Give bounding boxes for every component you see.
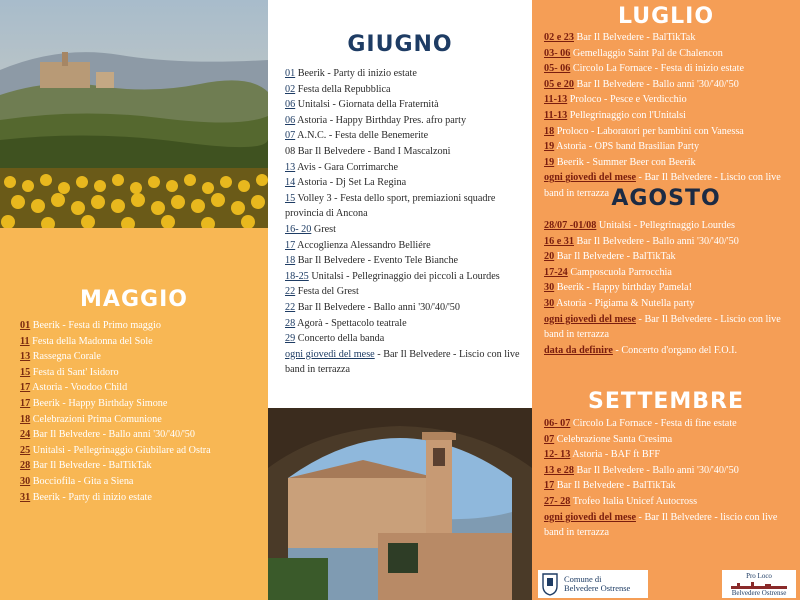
event-item [544,463,796,479]
event-date: 22 [285,286,296,298]
event-date: 11 [20,335,30,347]
event-item [285,144,530,160]
event-description: Astoria - Dj Set La Regina [295,177,407,189]
event-item [544,139,796,155]
event-item [285,113,530,129]
event-date: 03- 06 [544,47,571,59]
event-item [285,160,530,176]
event-item [20,458,265,474]
event-item [544,343,796,359]
event-date: 01 [20,320,31,331]
event-description: Bar Il Belvedere - BalTikTak [30,460,152,472]
event-date: 25 [20,444,31,456]
event-date: 20 [544,251,555,263]
event-item [285,316,530,332]
event-description: - Bar Il Belvedere - Liscio con live band in terrazza [285,348,520,376]
event-item [544,30,796,46]
event-description: - Bar Il Belvedere - Liscio con live band in terrazza [544,313,781,341]
event-item [544,249,796,265]
luglio-heading: LUGLIO [617,4,715,29]
event-description: Concerto della banda [295,333,385,345]
event-item [544,510,796,541]
event-date: 13 [285,161,296,173]
event-item [20,443,265,459]
event-description: A.N.C. - Festa delle Benemerite [295,130,429,142]
event-date: ogni giovedì del mese [544,172,636,184]
event-description: Volley 3 - Festa dello sport, premiazioni squadre provincia di Ancona [285,192,496,220]
settembre-event-list [544,416,796,541]
event-description: Bocciofila - Gita a Siena [30,475,134,487]
event-item [20,474,265,490]
event-date: 13 [20,351,31,363]
event-date: 12- 13 [544,449,571,461]
event-description: Bar Il Belvedere - Ballo anni '30/'40/'50 [30,429,195,441]
event-description: Bar Il Belvedere - Ballo anni '30/'40/'50 [574,78,739,90]
event-date: 13 e 28 [544,464,574,476]
event-description: Bar Il Belvedere - Ballo anni '30/'40/'50 [574,464,739,476]
event-date: 07 [544,433,555,445]
event-date: 28/07 -01/08 [544,220,597,231]
event-item [544,234,796,250]
event-date: 17 [285,239,296,251]
giugno-heading: GIUGNO [347,32,453,57]
event-item [544,124,796,140]
event-date: data da definire [544,344,613,356]
event-description: Bar Il Belvedere - BalTikTak [554,251,676,263]
event-date: 14 [285,177,296,189]
event-date: 15 [285,192,296,204]
event-item [544,447,796,463]
event-date: 19 [544,156,555,168]
agosto-event-list [544,218,796,358]
event-item [285,97,530,113]
event-item [285,331,530,347]
giugno-event-list [285,66,530,378]
event-date: 22 [285,301,296,313]
event-date: 30 [544,282,555,294]
event-description: Rassegna Corale [30,351,101,363]
event-date: 19 [544,141,555,153]
settembre-heading: SETTEMBRE [587,389,745,414]
event-item [20,334,265,350]
maggio-heading: MAGGIO [80,287,188,312]
event-item [285,238,530,254]
luglio-agosto-settembre-column [532,0,800,600]
event-item [20,490,265,506]
event-date: 28 [20,460,31,472]
event-date: 30 [544,297,555,309]
event-item [544,77,796,93]
event-description: Festa del Grest [295,286,359,298]
event-item [20,318,265,334]
event-description: - Concerto d'organo del F.O.I. [612,344,738,356]
event-date: 18 [285,255,296,267]
event-item [544,265,796,281]
luglio-event-list [544,30,796,202]
event-description: Proloco - Pesce e Verdicchio [567,94,687,106]
event-item [20,365,265,381]
event-date: 16- 20 [285,223,312,235]
event-description: Astoria - Happy Birthday Pres. afro party [295,114,467,126]
event-description: Beerik - Happy Birthday Simone [30,397,168,409]
event-description: Agorà - Spettacolo teatrale [295,317,407,329]
event-date: 07 [285,130,296,142]
event-date: 06- 07 [544,418,571,429]
event-description: Bar Il Belvedere - Ballo anni '30/'40/'50 [574,235,739,247]
proloco-name: Belvedere Ostrense [731,589,787,597]
event-date: 27- 28 [544,495,571,507]
event-date: 29 [285,333,296,345]
event-item [20,349,265,365]
event-date: 18 [20,413,31,425]
event-description: Bar Il Belvedere - BalTikTak [554,480,676,492]
event-date: 17 [20,382,31,394]
maggio-column [0,0,268,600]
event-item [544,312,796,343]
event-date: 18 [544,125,555,137]
event-item [285,300,530,316]
event-date: 15 [20,366,31,378]
event-item [544,296,796,312]
event-item [285,175,530,191]
event-date: 28 [285,317,296,329]
event-description: Bar Il Belvedere - BalTikTak [574,32,696,43]
event-item [544,478,796,494]
event-item [544,46,796,62]
maggio-event-list [20,318,265,505]
proloco-logo [722,570,796,598]
event-date: ogni giovedì del mese [544,313,636,325]
event-description: Festa della Repubblica [295,83,391,95]
event-date: 01 [285,68,296,79]
event-description: Unitalsi - Pellegrinaggio Lourdes [596,220,735,231]
event-item [285,347,530,378]
event-description: Beerik - Party di inizio estate [295,68,417,79]
event-date: 31 [20,491,31,503]
event-description: Pellegrinaggio con l'Unitalsi [567,109,686,121]
event-description: Unitalsi - Pellegrinaggio dei piccoli a Lourdes [308,270,500,282]
event-item [544,61,796,77]
event-item [544,494,796,510]
town-skyline-icon [731,581,787,589]
event-item [285,82,530,98]
event-date: 06 [285,99,296,111]
event-description: - Bar Il Belvedere - Liscio con live band in terrazza [544,172,781,199]
event-description: Beerik - Happy birthday Pamela! [554,282,692,294]
event-date: 02 [285,83,296,95]
event-date: ogni giovedì del mese [544,511,636,523]
proloco-label: Pro Loco [746,572,772,580]
event-item [285,222,530,238]
event-description: Trofeo Italia Unicef Autocross [570,495,698,507]
event-item [285,269,530,285]
event-date: 11-13 [544,109,568,121]
event-description: Beerik - Party di inizio estate [30,491,152,503]
event-date: 05 e 20 [544,78,574,90]
crest-icon [541,572,559,596]
event-description: Festa della Madonna del Sole [29,335,153,347]
event-date: 05- 06 [544,63,571,75]
giugno-column [268,0,532,600]
event-item [20,396,265,412]
event-item [544,92,796,108]
event-date: 11-13 [544,94,568,106]
church-photo [268,408,532,600]
event-item [544,432,796,448]
event-description: Accoglienza Alessandro Belliére [295,239,431,251]
event-description: - Bar Il Belvedere - liscio con live band in terrazza [544,511,778,539]
event-item [20,380,265,396]
event-description: Beerik - Festa di Primo maggio [30,320,161,331]
event-date: 18-25 [285,270,309,282]
event-item [20,427,265,443]
event-description: Astoria - Voodoo Child [30,382,128,394]
event-item [285,284,530,300]
landscape-photo [0,0,268,228]
event-description: 08 Bar Il Belvedere - Band I Mascalzoni [285,145,451,157]
event-item [544,155,796,171]
event-date: 30 [20,475,31,487]
event-item [544,218,796,234]
event-description: Proloco - Laboratori per bambini con Vanessa [554,125,744,137]
event-item [544,416,796,432]
event-item [285,191,530,222]
event-description: Celebrazione Santa Cresima [554,433,673,445]
event-date: 24 [20,429,31,441]
comune-label: Comune di [564,574,602,584]
agosto-heading: AGOSTO [611,186,721,211]
event-description: Celebrazioni Prima Comunione [30,413,162,425]
event-description: Grest [311,223,336,235]
event-description: Unitalsi - Giornata della Fraternità [295,99,439,111]
event-item [544,108,796,124]
event-item [20,412,265,428]
event-date: 17 [544,480,555,492]
event-item [285,66,530,82]
comune-logo [538,570,648,598]
event-item [544,280,796,296]
event-description: Festa di Sant' Isidoro [30,366,119,378]
event-date: 02 e 23 [544,32,574,43]
event-date: 17 [20,397,31,409]
event-item [285,253,530,269]
event-description: Astoria - BAF ft BFF [570,449,661,461]
event-description: Beerik - Summer Beer con Beerik [554,156,696,168]
comune-name: Belvedere Ostrense [564,583,631,593]
event-description: Gemellaggio Saint Pal de Chalencon [570,47,723,59]
event-description: Bar Il Belvedere - Evento Tele Bianche [295,255,459,267]
event-date: 16 e 31 [544,235,574,247]
event-description: Bar Il Belvedere - Ballo anni '30/'40/'50 [295,301,460,313]
event-description: Circolo La Fornace - Festa di inizio estate [570,63,745,75]
event-description: Circolo La Fornace - Festa di fine estate [570,418,737,429]
event-description: Avis - Gara Corrimarche [295,161,398,173]
event-date: 06 [285,114,296,126]
event-date: ogni giovedì del mese [285,348,375,360]
event-description: Astoria - Pigiama & Nutella party [554,297,695,309]
event-description: Unitalsi - Pellegrinaggio Giubilare ad Ostra [30,444,211,456]
event-date: 17-24 [544,266,568,278]
event-description: Astoria - OPS band Brasilian Party [554,141,700,153]
event-item [285,128,530,144]
event-description: Camposcuola Parrocchia [567,266,672,278]
